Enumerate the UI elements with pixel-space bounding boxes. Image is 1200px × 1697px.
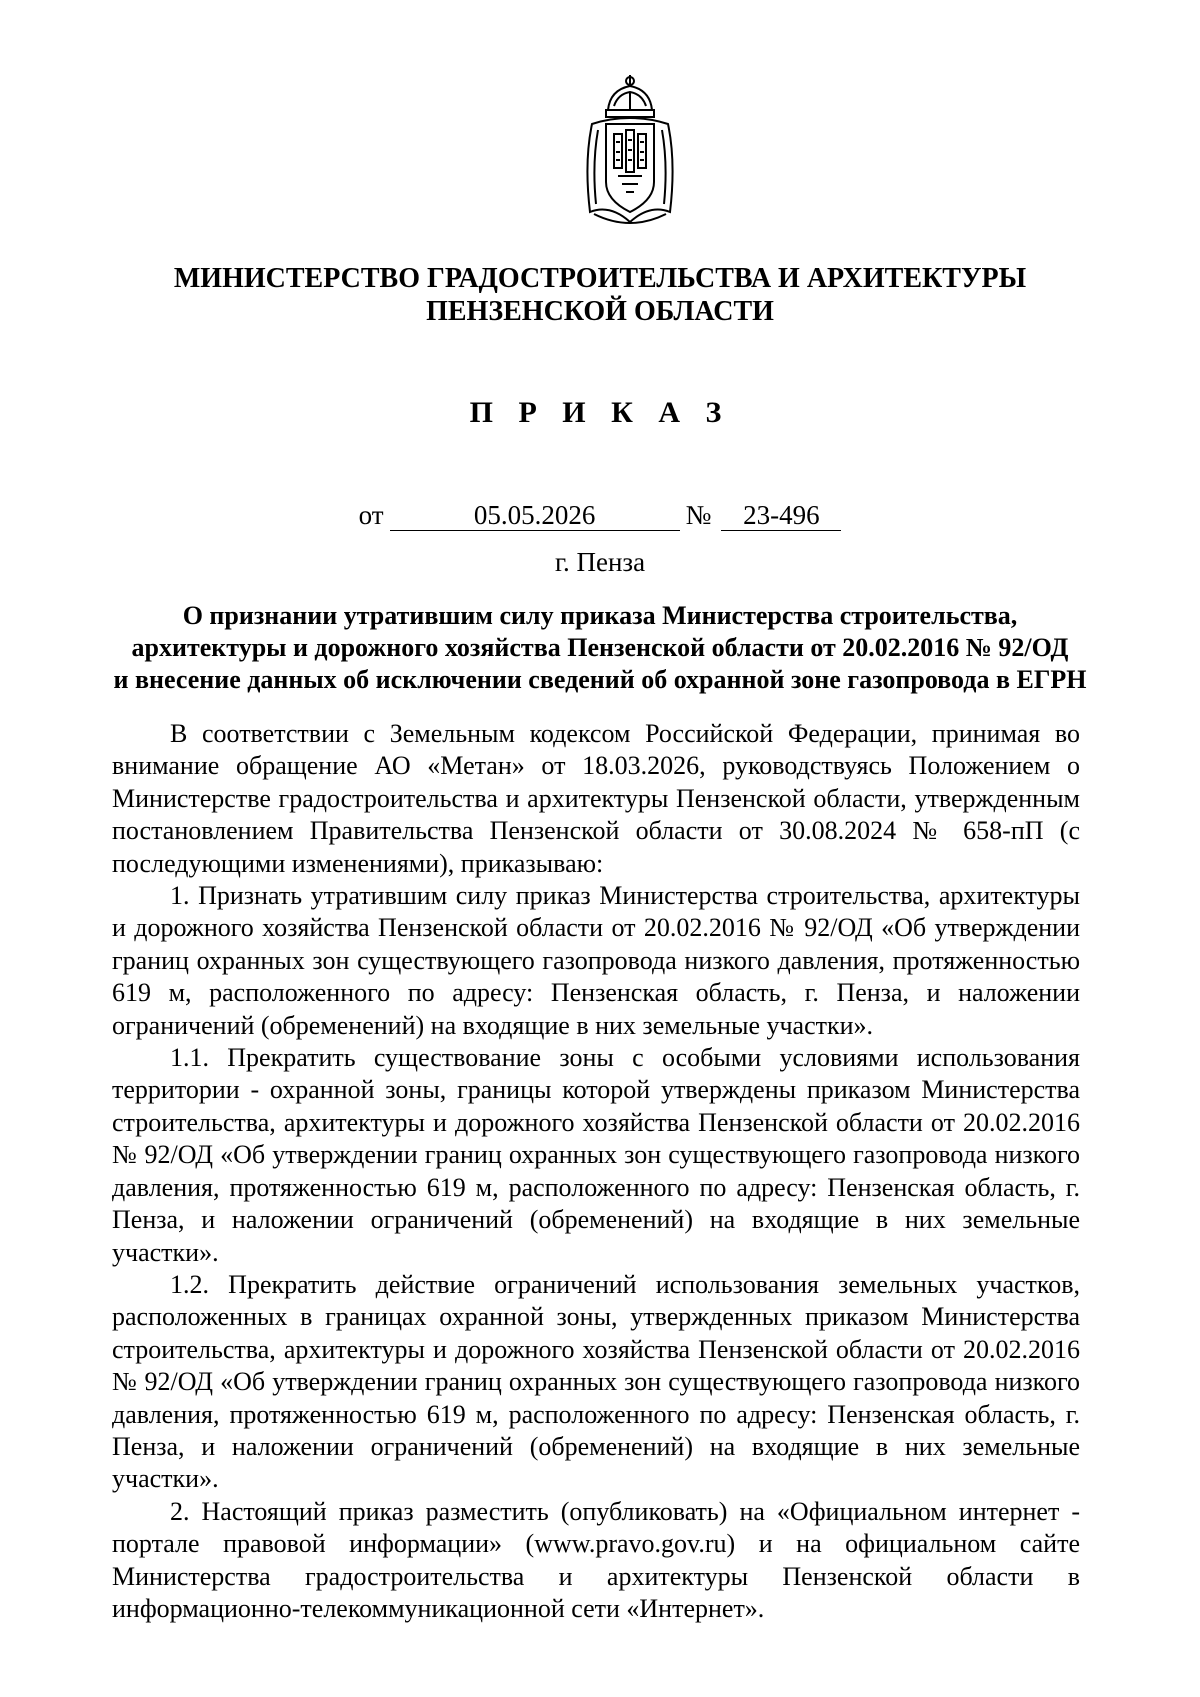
subject-line-3: и внесение данных об исключении сведений об охранной зоне газопровода в ЕГРН bbox=[113, 665, 1087, 694]
item-1-1-paragraph: 1.1. Прекратить существование зоны с особыми условиями использования территории - охранной зоны, границы которой утверждены приказом Министерства строительства, архитектуры и дорожного хозяйства Пензенской области от 20.02.2016 № 92/ОД «Об утверждении границ охранных зон существующего газопровода низкого давления, протяженностью 619 м, расположенного по адресу: Пензенская область, г. Пенза, и наложении ограничений (обременений) на входящие в них земельные участки». bbox=[112, 1043, 1080, 1267]
coat-of-arms-icon bbox=[570, 72, 690, 232]
preamble-paragraph: В соответствии с Земельным кодексом Российской Федерации, принимая во внимание обращение АО «Метан» от 18.03.2026, руководствуясь Положением о Министерстве градостроительства и архитектуры Пензенской области, утвержденным постановлением Правительства Пензенской области от 30.08.2024 № 658-пП (с последующими изменениями), приказываю: bbox=[112, 719, 1080, 878]
date-number-line bbox=[0, 500, 1200, 531]
subject-line-2: архитектуры и дорожного хозяйства Пензенской области от 20.02.2016 № 92/ОД bbox=[131, 633, 1069, 662]
ministry-line-2: ПЕНЗЕНСКОЙ ОБЛАСТИ bbox=[426, 296, 774, 327]
city: г. Пенза bbox=[554, 547, 646, 577]
item-1-paragraph: 1. Признать утратившим силу приказ Министерства строительства, архитектуры и дорожного хозяйства Пензенской области от 20.02.2016 № 92/ОД «Об утверждении границ охранных зон существующего газопровода низкого давления, протяженностью 619 м, расположенного по адресу: Пензенская область, г. Пенза, и наложении ограничений (обременений) на входящие в них земельные участки». bbox=[112, 881, 1080, 1040]
date-prefix: от bbox=[358, 500, 384, 530]
ministry-line-1: МИНИСТЕРСТВО ГРАДОСТРОИТЕЛЬСТВА И АРХИТЕКТУРЫ bbox=[173, 263, 1027, 294]
item-1-2-paragraph: 1.2. Прекратить действие ограничений использования земельных участков, расположенных в границах охранной зоны, утвержденных приказом Министерства строительства, архитектуры и дорожного хозяйства Пензенской области от 20.02.2016 № 92/ОД «Об утверждении границ охранных зон существующего газопровода низкого давления, протяженностью 619 м, расположенного по адресу: Пензенская область, г. Пенза, и наложении ограничений (обременений) на входящие в них земельные участки». bbox=[112, 1269, 1080, 1494]
number-sign: № bbox=[685, 500, 712, 530]
subject-line-1: О признании утратившим силу приказа Министерства строительства, bbox=[182, 601, 1018, 630]
item-2-paragraph: 2. Настоящий приказ разместить (опубликовать) на «Официальном интернет - портале правовой информации» (www.pravo.gov.ru) и на официальном сайте Министерства градостроительства и архитектуры Пензенской области в информационно-телекоммуникационной сети «Интернет». bbox=[112, 1496, 1080, 1623]
ministry-name bbox=[0, 262, 1200, 328]
document-number: 23-496 bbox=[721, 500, 841, 531]
document-body bbox=[112, 718, 1080, 1625]
document-subject bbox=[100, 600, 1100, 696]
document-type: П Р И К А З bbox=[469, 396, 731, 429]
document-date: 05.05.2026 bbox=[390, 500, 680, 531]
